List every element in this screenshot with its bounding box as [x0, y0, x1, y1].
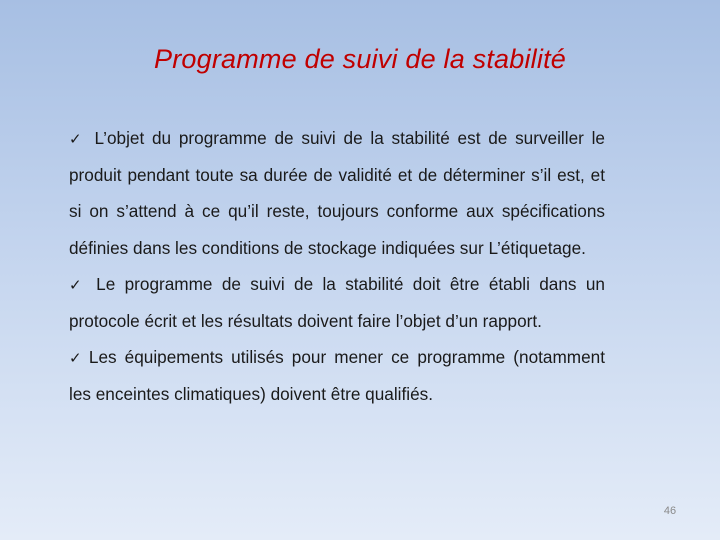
- paragraph-equipment: [69, 339, 605, 412]
- checkmark-icon: ✓: [69, 130, 85, 148]
- slide-body: [69, 120, 605, 413]
- paragraph-text: Les équipements utilisés pour mener ce programme (notamment les enceintes climatiques) doivent être qualifiés.: [69, 347, 605, 405]
- paragraph-protocol: [69, 266, 605, 339]
- paragraph-text: Le programme de suivi de la stabilité doit être établi dans un protocole écrit et les résultats doivent faire l’objet d’un rapport.: [69, 273, 605, 332]
- checkmark-icon: ✓: [69, 275, 87, 294]
- slide-title: Programme de suivi de la stabilité: [154, 44, 566, 74]
- checkmark-icon: ✓: [69, 349, 85, 368]
- page-number: 46: [663, 505, 677, 517]
- paragraph-objective: [69, 120, 605, 266]
- paragraph-text: L’objet du programme de suivi de la stabilité est de surveiller le produit pendant toute sa durée de validité et de déterminer s’il est, et si on s’attend à ce qu’il reste, toujours conforme aux spécifications définies dans les conditions de stockage indiquées sur L’étiquetage.: [69, 128, 605, 258]
